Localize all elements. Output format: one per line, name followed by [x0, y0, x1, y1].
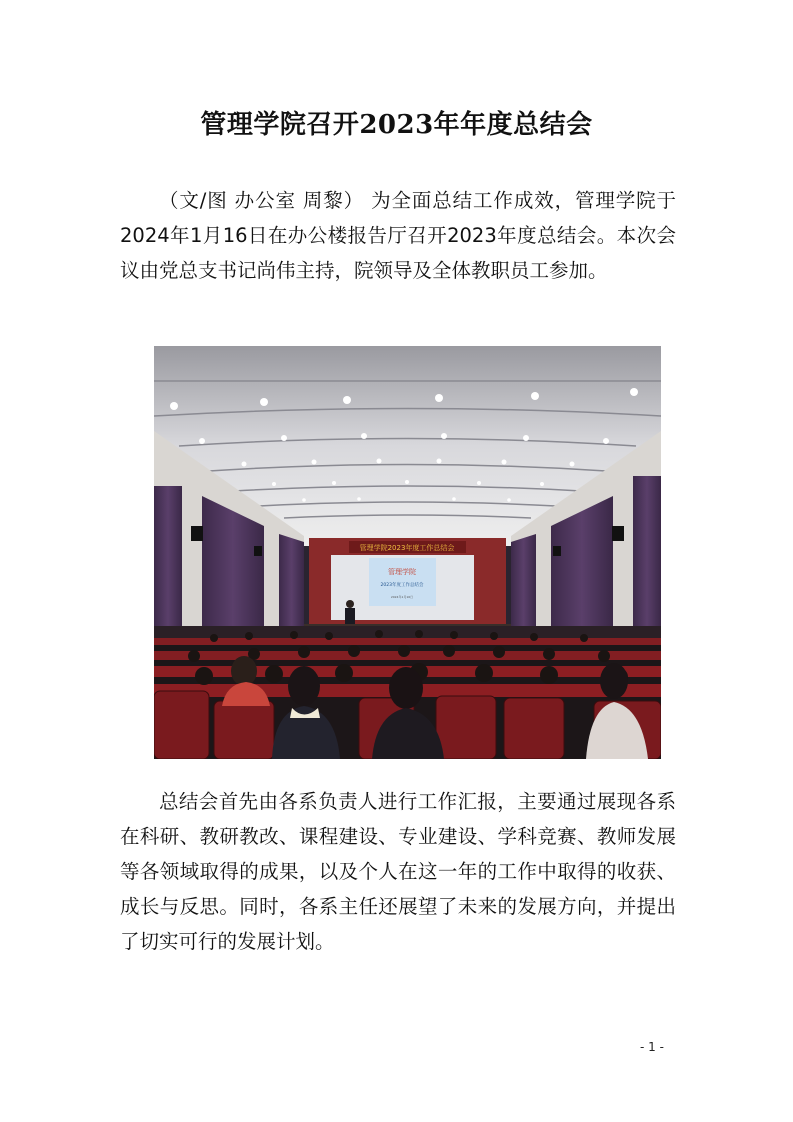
page-title: 管理学院召开2023年年度总结会	[200, 110, 593, 140]
page-number: - 1 -	[640, 1040, 664, 1054]
stage-banner: 管理学院2023年度工作总结会	[359, 544, 455, 552]
intro-paragraph: （文/图 办公室 周黎） 为全面总结工作成效，管理学院于2024年1月16日在办公楼报告厅召开2023年度总结会。本次会议由党总支书记尚伟主持，院领导及全体教职员工参加。	[120, 189, 676, 282]
screen-subtitle: 2023年度工作总结会	[380, 583, 424, 588]
meeting-photo	[154, 346, 661, 759]
screen-date: 2024年1月16日	[390, 595, 414, 599]
body-paragraph: 总结会首先由各系负责人进行工作汇报，主要通过展现各系在科研、教研教改、课程建设、专业建设、学科竞赛、教师发展等各领域取得的成果，以及个人在这一年的工作中取得的收获、成长与反思。同时，各系主任还展望了未来的发展方向，并提出了切实可行的发展计划。	[120, 790, 676, 953]
screen-title: 管理学院	[388, 568, 416, 576]
